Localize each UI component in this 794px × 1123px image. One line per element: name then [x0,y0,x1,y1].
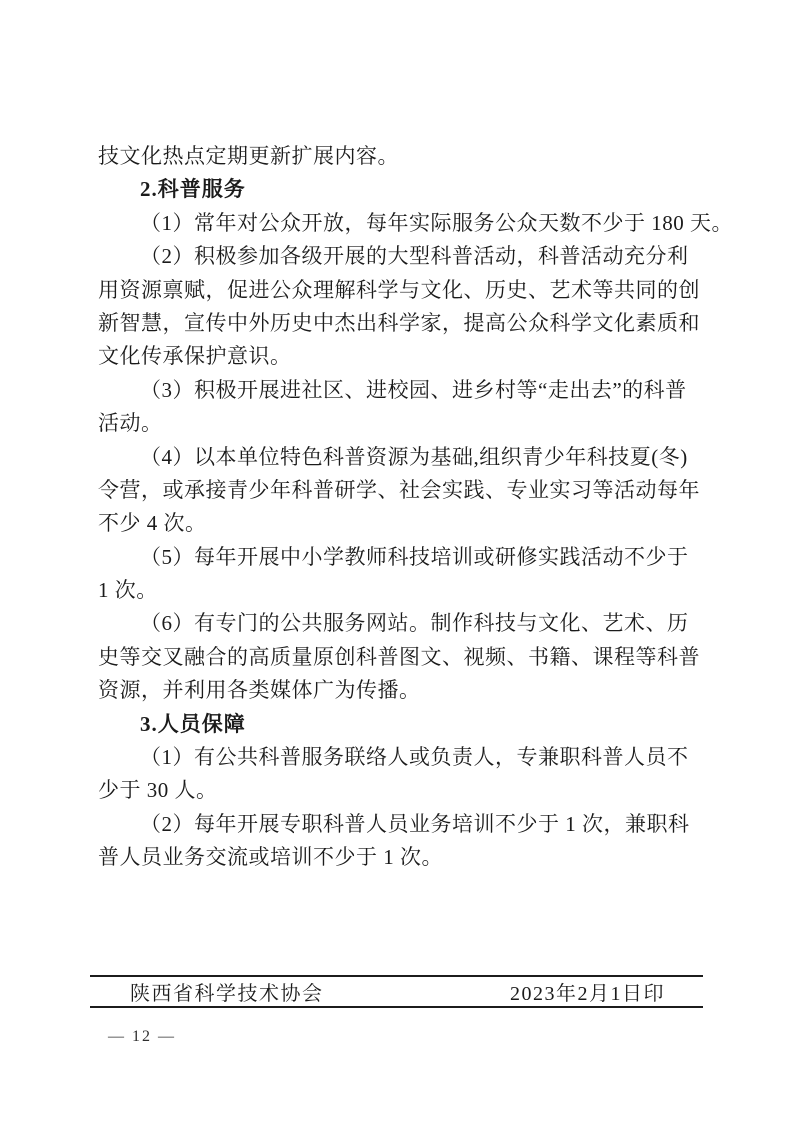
section-heading: 3.人员保障 [140,711,246,736]
body-line: 活动。 [98,411,163,436]
body-line: （2）每年开展专职科普人员业务培训不少于 1 次，兼职科 [140,811,690,836]
body-line: 资源，并利用各类媒体广为传播。 [98,678,421,703]
body-line: 文化传承保护意识。 [98,344,292,369]
page-number: — 12 — [108,1028,176,1045]
body-line: 不少 4 次。 [98,511,207,536]
footer [90,975,703,1008]
body-line: （5）每年开展中小学教师科技培训或研修实践活动不少于 [140,544,689,569]
body-line: 令营，或承接青少年科普研学、社会实践、专业实习等活动每年 [98,477,700,502]
body-line: 少于 30 人。 [98,778,218,803]
body-line: 用资源禀赋，促进公众理解科学与文化、历史、艺术等共同的创 [98,277,700,302]
body-line: （2）积极参加各级开展的大型科普活动，科普活动充分利 [140,244,689,269]
footer-print-date: 2023年2月1日印 [510,983,665,1005]
body-line: （1）常年对公众开放，每年实际服务公众天数不少于 180 天。 [140,210,733,235]
body-line: （3）积极开展进社区、进校园、进乡村等“走出去”的科普 [140,377,687,402]
body-line: 普人员业务交流或培训不少于 1 次。 [98,845,443,870]
body-line: 新智慧，宣传中外历史中杰出科学家，提高公众科学文化素质和 [98,310,700,335]
body-line: （4）以本单位特色科普资源为基础,组织青少年科技夏(冬) [140,444,688,469]
body-line: 技文化热点定期更新扩展内容。 [98,144,399,168]
body-line: （1）有公共科普服务联络人或负责人，专兼职科普人员不 [140,745,689,770]
body-line: （6）有专门的公共服务网站。制作科技与文化、艺术、历 [140,611,689,636]
document-body [98,140,733,875]
footer-organization: 陕西省科学技术协会 [130,983,324,1005]
body-line: 史等交叉融合的高质量原创科普图文、视频、书籍、课程等科普 [98,644,700,669]
body-line: 1 次。 [98,578,158,603]
section-heading: 2.科普服务 [140,177,246,202]
